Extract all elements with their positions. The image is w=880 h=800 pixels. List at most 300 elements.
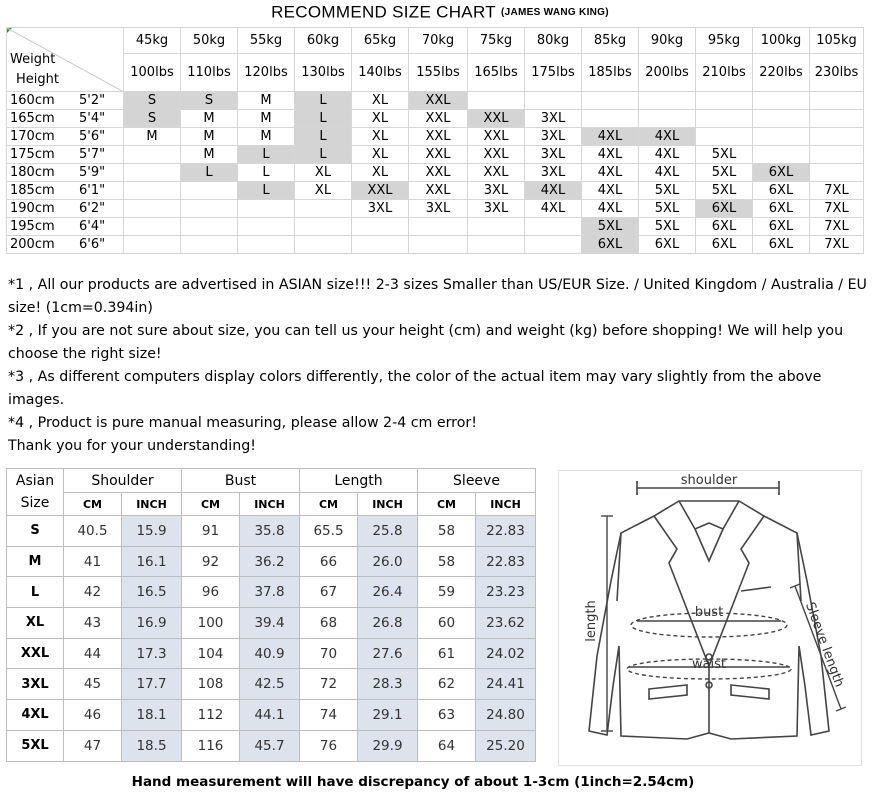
inch-value: 24.02 (476, 638, 536, 669)
height-row (7, 200, 864, 218)
height-cell (7, 92, 124, 110)
size-cell: 6XL (696, 200, 753, 218)
inch-value: 24.80 (476, 700, 536, 731)
size-cell: 5XL (639, 182, 696, 200)
size-cell: 6XL (753, 236, 810, 254)
height-ft: 5'7" (79, 147, 106, 162)
weight-kg-header: 45kg (124, 28, 181, 54)
sleeve-length-label: Sleeve length (801, 600, 847, 690)
length-label: length (584, 600, 599, 642)
size-cell (238, 200, 295, 218)
cm-value: 47 (64, 730, 122, 761)
height-cm: 180cm (10, 165, 55, 180)
weight-lbs-header: 175lbs (525, 54, 582, 92)
size-cell: 6XL (696, 218, 753, 236)
size-cell (525, 218, 582, 236)
size-cell: 3XL (525, 146, 582, 164)
height-row (7, 92, 864, 110)
inch-value: 18.5 (122, 730, 182, 761)
size-cell (468, 92, 525, 110)
weight-kg-row (7, 28, 864, 54)
size-label: XL (7, 608, 64, 639)
measurement-group-header: Sleeve (418, 469, 536, 493)
size-cell: XXL (409, 182, 468, 200)
size-cell: XXL (468, 110, 525, 128)
cm-value: 74 (300, 700, 358, 731)
cm-value: 41 (64, 546, 122, 577)
unit-inch-header: INCH (476, 493, 536, 516)
weight-lbs-header: 210lbs (696, 54, 753, 92)
height-cell (7, 164, 124, 182)
height-row (7, 164, 864, 182)
cm-value: 108 (182, 669, 240, 700)
size-cell (468, 218, 525, 236)
inch-value: 23.23 (476, 577, 536, 608)
size-cell (181, 182, 238, 200)
weight-lbs-header: 185lbs (582, 54, 639, 92)
jacket-illustration (559, 471, 863, 767)
inch-value: 29.1 (358, 700, 418, 731)
cm-value: 59 (418, 577, 476, 608)
size-cell (295, 236, 352, 254)
inch-value: 25.8 (358, 516, 418, 547)
size-cell: XXL (409, 146, 468, 164)
unit-inch-header: INCH (122, 493, 182, 516)
size-cell: S (124, 92, 181, 110)
measurement-group-header: Length (300, 469, 418, 493)
inch-value: 28.3 (358, 669, 418, 700)
size-cell: 3XL (468, 182, 525, 200)
height-cell (7, 128, 124, 146)
size-cell: M (181, 146, 238, 164)
height-ft: 6'2" (79, 201, 106, 216)
unit-cm-header: CM (300, 493, 358, 516)
cm-value: 43 (64, 608, 122, 639)
weight-lbs-header: 220lbs (753, 54, 810, 92)
weight-height-corner (7, 28, 124, 92)
size-cell: 6XL (753, 218, 810, 236)
cm-value: 58 (418, 546, 476, 577)
cm-value: 40.5 (64, 516, 122, 547)
size-cell (753, 110, 810, 128)
weight-lbs-header: 130lbs (295, 54, 352, 92)
size-cell: 4XL (639, 128, 696, 146)
size-cell: L (181, 164, 238, 182)
size-cell: 4XL (582, 146, 639, 164)
cm-value: 58 (418, 516, 476, 547)
note-line: *4 , Product is pure manual measuring, please allow 2-4 cm error! (8, 415, 477, 431)
unit-inch-header: INCH (358, 493, 418, 516)
height-row (7, 236, 864, 254)
inch-value: 23.62 (476, 608, 536, 639)
height-row (7, 128, 864, 146)
size-cell: 5XL (696, 146, 753, 164)
size-cell: L (295, 128, 352, 146)
size-cell (409, 218, 468, 236)
height-cell (7, 110, 124, 128)
size-cell: XL (295, 182, 352, 200)
cm-value: 46 (64, 700, 122, 731)
inch-value: 22.83 (476, 516, 536, 547)
size-cell (181, 200, 238, 218)
measurement-group-header: Shoulder (64, 469, 182, 493)
size-cell: L (238, 164, 295, 182)
measurement-group-header: Bust (182, 469, 300, 493)
cm-value: 70 (300, 638, 358, 669)
size-cell (639, 92, 696, 110)
cm-value: 92 (182, 546, 240, 577)
size-cell: XXL (409, 92, 468, 110)
size-cell: L (238, 182, 295, 200)
measurement-row (7, 516, 536, 547)
size-cell (696, 92, 753, 110)
size-cell: 6XL (696, 236, 753, 254)
size-cell (295, 218, 352, 236)
size-cell (582, 92, 639, 110)
weight-kg-header: 80kg (525, 28, 582, 54)
cm-value: 45 (64, 669, 122, 700)
size-cell: L (295, 92, 352, 110)
height-row (7, 110, 864, 128)
size-cell: XL (352, 110, 409, 128)
size-cell: 3XL (468, 200, 525, 218)
size-cell (124, 182, 181, 200)
jacket-measurement-diagram (558, 470, 862, 766)
height-row (7, 182, 864, 200)
size-cell: M (238, 110, 295, 128)
measurement-table (6, 468, 536, 762)
weight-lbs-header: 165lbs (468, 54, 525, 92)
inch-value: 24.41 (476, 669, 536, 700)
cm-value: 96 (182, 577, 240, 608)
measurement-row (7, 577, 536, 608)
weight-kg-header: 65kg (352, 28, 409, 54)
weight-kg-header: 70kg (409, 28, 468, 54)
size-cell (124, 236, 181, 254)
recommend-size-table (6, 27, 864, 254)
size-cell (753, 92, 810, 110)
size-cell: L (238, 146, 295, 164)
inch-value: 37.8 (240, 577, 300, 608)
size-cell (753, 146, 810, 164)
size-cell: L (295, 110, 352, 128)
height-cell (7, 236, 124, 254)
size-cell (696, 110, 753, 128)
size-cell (525, 236, 582, 254)
weight-lbs-header: 200lbs (639, 54, 696, 92)
cm-value: 100 (182, 608, 240, 639)
size-label: M (7, 546, 64, 577)
size-cell (810, 92, 864, 110)
size-label: XXL (7, 638, 64, 669)
size-cell (810, 110, 864, 128)
inch-value: 27.6 (358, 638, 418, 669)
weight-kg-header: 55kg (238, 28, 295, 54)
cm-value: 72 (300, 669, 358, 700)
measurement-unit-row (7, 493, 536, 516)
height-cm: 190cm (10, 201, 55, 216)
note-line: *1 , All our products are advertised in ASIAN size!!! 2-3 sizes Smaller than US/EUR Size. / United Kingdom / Australia / EU size! (1cm=0.394in) (8, 277, 867, 316)
size-cell (181, 218, 238, 236)
size-cell (124, 146, 181, 164)
size-cell: 5XL (696, 164, 753, 182)
size-cell: XXL (409, 128, 468, 146)
cm-value: 60 (418, 608, 476, 639)
measurement-row (7, 638, 536, 669)
height-ft: 5'6" (79, 129, 106, 144)
cm-value: 116 (182, 730, 240, 761)
weight-kg-header: 85kg (582, 28, 639, 54)
inch-value: 36.2 (240, 546, 300, 577)
height-ft: 5'4" (79, 111, 106, 126)
size-cell: 7XL (810, 218, 864, 236)
size-cell (639, 110, 696, 128)
size-cell: 3XL (525, 128, 582, 146)
size-cell: 6XL (582, 236, 639, 254)
height-cm: 175cm (10, 147, 55, 162)
weight-lbs-header: 100lbs (124, 54, 181, 92)
size-cell: XL (352, 128, 409, 146)
bust-label: bust (694, 605, 724, 620)
height-cm: 165cm (10, 111, 55, 126)
asian-size-header (7, 469, 64, 516)
weight-kg-header: 75kg (468, 28, 525, 54)
size-label: L (7, 577, 64, 608)
size-cell: XXL (468, 164, 525, 182)
unit-cm-header: CM (418, 493, 476, 516)
weight-lbs-header: 120lbs (238, 54, 295, 92)
height-row (7, 146, 864, 164)
size-cell (238, 218, 295, 236)
cm-value: 68 (300, 608, 358, 639)
size-cell: 4XL (639, 164, 696, 182)
measurement-footer-note: Hand measurement will have discrepancy of about 1-3cm (1inch=2.54cm) (131, 774, 695, 790)
inch-value: 16.1 (122, 546, 182, 577)
size-cell: 7XL (810, 200, 864, 218)
cm-value: 91 (182, 516, 240, 547)
size-cell: 3XL (409, 200, 468, 218)
size-cell: 3XL (525, 110, 582, 128)
weight-lbs-header: 155lbs (409, 54, 468, 92)
size-cell: XXL (409, 164, 468, 182)
measurement-row (7, 669, 536, 700)
weight-kg-header: 95kg (696, 28, 753, 54)
note-line: Thank you for your understanding! (8, 438, 256, 454)
height-ft: 6'4" (79, 219, 106, 234)
measurement-row (7, 700, 536, 731)
inch-value: 18.1 (122, 700, 182, 731)
asian-size-header-line2: Size (20, 495, 50, 511)
size-cell (352, 236, 409, 254)
size-cell: 7XL (810, 182, 864, 200)
inch-value: 17.7 (122, 669, 182, 700)
inch-value: 26.8 (358, 608, 418, 639)
weight-kg-header: 105kg (810, 28, 864, 54)
inch-value: 29.9 (358, 730, 418, 761)
weight-lbs-header: 230lbs (810, 54, 864, 92)
size-cell: 5XL (582, 218, 639, 236)
size-cell: 5XL (639, 218, 696, 236)
size-cell (810, 146, 864, 164)
size-cell: XXL (409, 110, 468, 128)
cm-value: 76 (300, 730, 358, 761)
size-cell: XL (295, 164, 352, 182)
size-cell: 5XL (696, 182, 753, 200)
size-cell: 7XL (810, 236, 864, 254)
size-cell (181, 236, 238, 254)
unit-inch-header: INCH (240, 493, 300, 516)
size-cell: S (124, 110, 181, 128)
size-cell: M (181, 110, 238, 128)
cm-value: 62 (418, 669, 476, 700)
size-label: 4XL (7, 700, 64, 731)
size-cell (810, 128, 864, 146)
weight-lbs-header: 140lbs (352, 54, 409, 92)
size-cell (525, 92, 582, 110)
waist-label: waist (691, 657, 727, 672)
asian-size-header-line1: Asian (15, 473, 55, 489)
height-ft: 5'2" (79, 93, 106, 108)
size-cell: 4XL (582, 182, 639, 200)
size-cell (696, 128, 753, 146)
size-cell (124, 164, 181, 182)
size-cell: 6XL (753, 200, 810, 218)
height-ft: 6'1" (79, 183, 106, 198)
cm-value: 65.5 (300, 516, 358, 547)
size-cell: 4XL (582, 128, 639, 146)
size-cell (124, 218, 181, 236)
cm-value: 61 (418, 638, 476, 669)
cm-value: 67 (300, 577, 358, 608)
cm-value: 112 (182, 700, 240, 731)
inch-value: 39.4 (240, 608, 300, 639)
height-cell (7, 200, 124, 218)
measurement-row (7, 730, 536, 761)
inch-value: 44.1 (240, 700, 300, 731)
cm-value: 104 (182, 638, 240, 669)
inch-value: 42.5 (240, 669, 300, 700)
size-cell: 4XL (639, 146, 696, 164)
size-cell: 4XL (525, 200, 582, 218)
size-cell (409, 236, 468, 254)
inch-value: 35.8 (240, 516, 300, 547)
size-cell: 6XL (753, 164, 810, 182)
weight-kg-header: 90kg (639, 28, 696, 54)
note-line: *3 , As different computers display colors differently, the color of the actual item may vary slightly from the above images. (8, 369, 822, 408)
cm-value: 63 (418, 700, 476, 731)
size-cell (468, 236, 525, 254)
weight-kg-header: 50kg (181, 28, 238, 54)
size-cell: 4XL (582, 164, 639, 182)
size-cell (295, 200, 352, 218)
size-cell: L (295, 146, 352, 164)
cm-value: 42 (64, 577, 122, 608)
chart-title-text: RECOMMEND SIZE CHART (271, 2, 496, 22)
size-cell: 3XL (525, 164, 582, 182)
size-cell (238, 236, 295, 254)
size-cell: M (124, 128, 181, 146)
height-label: Height (16, 72, 59, 87)
size-cell (352, 218, 409, 236)
size-cell: 6XL (639, 236, 696, 254)
size-cell: XXL (468, 128, 525, 146)
size-cell (124, 200, 181, 218)
height-cell (7, 182, 124, 200)
height-row (7, 218, 864, 236)
size-cell: M (238, 128, 295, 146)
height-cm: 160cm (10, 93, 55, 108)
size-label: 3XL (7, 669, 64, 700)
inch-value: 16.5 (122, 577, 182, 608)
size-cell: M (238, 92, 295, 110)
unit-cm-header: CM (182, 493, 240, 516)
measurement-row (7, 546, 536, 577)
height-cm: 170cm (10, 129, 55, 144)
height-cell (7, 218, 124, 236)
size-cell (582, 110, 639, 128)
size-cell: M (181, 128, 238, 146)
height-cm: 200cm (10, 237, 55, 252)
size-cell: S (181, 92, 238, 110)
measurement-row (7, 608, 536, 639)
height-cell (7, 146, 124, 164)
cm-value: 44 (64, 638, 122, 669)
inch-value: 25.20 (476, 730, 536, 761)
weight-kg-header: 100kg (753, 28, 810, 54)
size-cell: XL (352, 92, 409, 110)
weight-lbs-header: 110lbs (181, 54, 238, 92)
measurement-group-header-row (7, 469, 536, 493)
inch-value: 16.9 (122, 608, 182, 639)
size-label: S (7, 516, 64, 547)
inch-value: 45.7 (240, 730, 300, 761)
size-cell: 5XL (639, 200, 696, 218)
size-label: 5XL (7, 730, 64, 761)
inch-value: 22.83 (476, 546, 536, 577)
size-cell: XL (352, 146, 409, 164)
inch-value: 17.3 (122, 638, 182, 669)
weight-label: Weight (10, 52, 56, 67)
height-cm: 195cm (10, 219, 55, 234)
cm-value: 64 (418, 730, 476, 761)
size-cell: 4XL (582, 200, 639, 218)
height-cm: 185cm (10, 183, 55, 198)
inch-value: 26.4 (358, 577, 418, 608)
size-cell (753, 128, 810, 146)
brand-name: (JAMES WANG KING) (501, 7, 609, 18)
weight-lbs-row (7, 54, 864, 92)
note-line: *2 , If you are not sure about size, you can tell us your height (cm) and weight (kg) before shopping! We will help you choose the right size! (8, 323, 844, 362)
unit-cm-header: CM (64, 493, 122, 516)
height-ft: 5'9" (79, 165, 106, 180)
size-cell: XXL (352, 182, 409, 200)
shoulder-label: shoulder (680, 473, 738, 488)
size-cell: 3XL (352, 200, 409, 218)
inch-value: 15.9 (122, 516, 182, 547)
chart-title (0, 2, 880, 26)
size-cell: 4XL (525, 182, 582, 200)
weight-kg-header: 60kg (295, 28, 352, 54)
size-notes (8, 274, 876, 458)
size-cell: 6XL (753, 182, 810, 200)
inch-value: 26.0 (358, 546, 418, 577)
size-cell (810, 164, 864, 182)
inch-value: 40.9 (240, 638, 300, 669)
size-cell: XXL (468, 146, 525, 164)
cm-value: 66 (300, 546, 358, 577)
size-cell: XL (352, 164, 409, 182)
height-ft: 6'6" (79, 237, 106, 252)
